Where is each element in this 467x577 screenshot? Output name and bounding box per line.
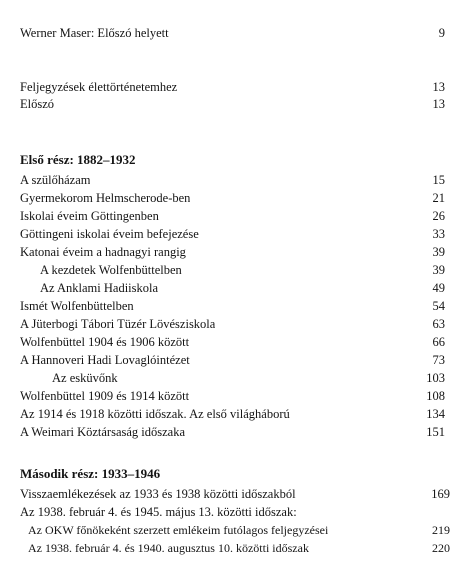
toc-entry-page: 39 (432, 245, 445, 259)
toc-entry-title: Az OKW főnökeként szerzett emlékeim futólagos feljegyzései (28, 523, 329, 537)
toc-entry-page: 63 (432, 317, 445, 331)
toc-entry-page: 26 (432, 209, 445, 223)
toc-entry (20, 540, 450, 556)
toc-entry-title: Az esküvőnk (52, 371, 118, 385)
toc-entry (20, 298, 445, 314)
toc-entry-title: Az 1914 és 1918 közötti időszak. Az első világháború (20, 407, 290, 421)
toc-entry (20, 424, 445, 440)
toc-entry-page: 49 (432, 281, 445, 295)
toc-entry (20, 522, 450, 538)
toc-entry-page: 13 (432, 97, 445, 111)
toc-entry (20, 244, 445, 260)
toc-entry (20, 352, 445, 368)
toc-entry (20, 190, 445, 206)
toc-entry-title: Wolfenbüttel 1904 és 1906 között (20, 335, 190, 349)
toc-entry-page: 33 (432, 227, 445, 241)
toc-entry-title: Gyermekorom Helmscherode-ben (20, 191, 191, 205)
toc-entry (20, 280, 445, 296)
toc-entry-title: Katonai éveim a hadnagyi rangig (20, 245, 186, 259)
section-heading-text: Második rész: 1933–1946 (20, 466, 161, 481)
toc-entry (20, 262, 445, 278)
toc-entry-page: 169 (431, 487, 450, 501)
toc-entry-title: Az Anklami Hadiiskola (40, 281, 159, 295)
toc-entry-page: 54 (432, 299, 445, 313)
toc-entry-title: A kezdetek Wolfenbüttelben (40, 263, 182, 277)
toc-entry (20, 316, 445, 332)
toc-entry (20, 25, 445, 41)
toc-entry-title: Az 1938. február 4. és 1940. augusztus 10. közötti időszak (28, 541, 309, 555)
toc-entry-page: 9 (438, 26, 445, 40)
toc-entry-page: 73 (432, 353, 445, 367)
toc-entry-title: Werner Maser: Előszó helyett (20, 26, 169, 40)
toc-entry (20, 226, 445, 242)
toc-entry-title: Az 1938. február 4. és 1945. május 13. közötti időszak: (20, 505, 297, 519)
toc-entry-page: 134 (426, 407, 445, 421)
toc-entry-title: A szülőházam (20, 173, 91, 187)
section-heading-part1 (20, 152, 445, 168)
toc-entry-title: A Hannoveri Hadi Lovaglóintézet (20, 353, 190, 367)
toc-entry-title: Feljegyzések élettörténetemhez (20, 80, 178, 94)
toc-entry-page: 39 (432, 263, 445, 277)
toc-entry (20, 388, 445, 404)
toc-entry-page: 66 (432, 335, 445, 349)
toc-entry-title: A Jüterbogi Tábori Tüzér Lövésziskola (20, 317, 216, 331)
toc-entry-page: 15 (432, 173, 445, 187)
toc-entry (20, 486, 450, 502)
toc-entry (20, 370, 445, 386)
toc-entry-page: 219 (432, 523, 450, 537)
toc-entry-page: 220 (432, 541, 450, 555)
toc-entry-title: Visszaemlékezések az 1933 és 1938 közötti időszakból (20, 487, 296, 501)
toc-entry-title: Göttingeni iskolai éveim befejezése (20, 227, 199, 241)
toc-entry (20, 504, 450, 520)
toc-entry-page: 13 (432, 80, 445, 94)
toc-entry-title: Iskolai éveim Göttingenben (20, 209, 159, 223)
toc-entry (20, 334, 445, 350)
section-heading-text: Első rész: 1882–1932 (20, 152, 136, 167)
toc-entry-title: Előszó (20, 97, 55, 111)
toc-entry-page: 108 (426, 389, 445, 403)
toc-entry-title: Ismét Wolfenbüttelben (20, 299, 134, 313)
toc-entry-title: A Weimari Köztársaság időszaka (20, 425, 186, 439)
toc-entry-title: Wolfenbüttel 1909 és 1914 között (20, 389, 190, 403)
toc-entry-page: 21 (432, 191, 445, 205)
toc-entry-page: 151 (426, 425, 445, 439)
toc-entry (20, 79, 445, 95)
toc-entry (20, 172, 445, 188)
toc-entry (20, 406, 445, 422)
section-heading-part2 (20, 466, 445, 482)
toc-entry-page: 103 (426, 371, 445, 385)
toc-entry (20, 208, 445, 224)
toc-entry (20, 96, 445, 112)
